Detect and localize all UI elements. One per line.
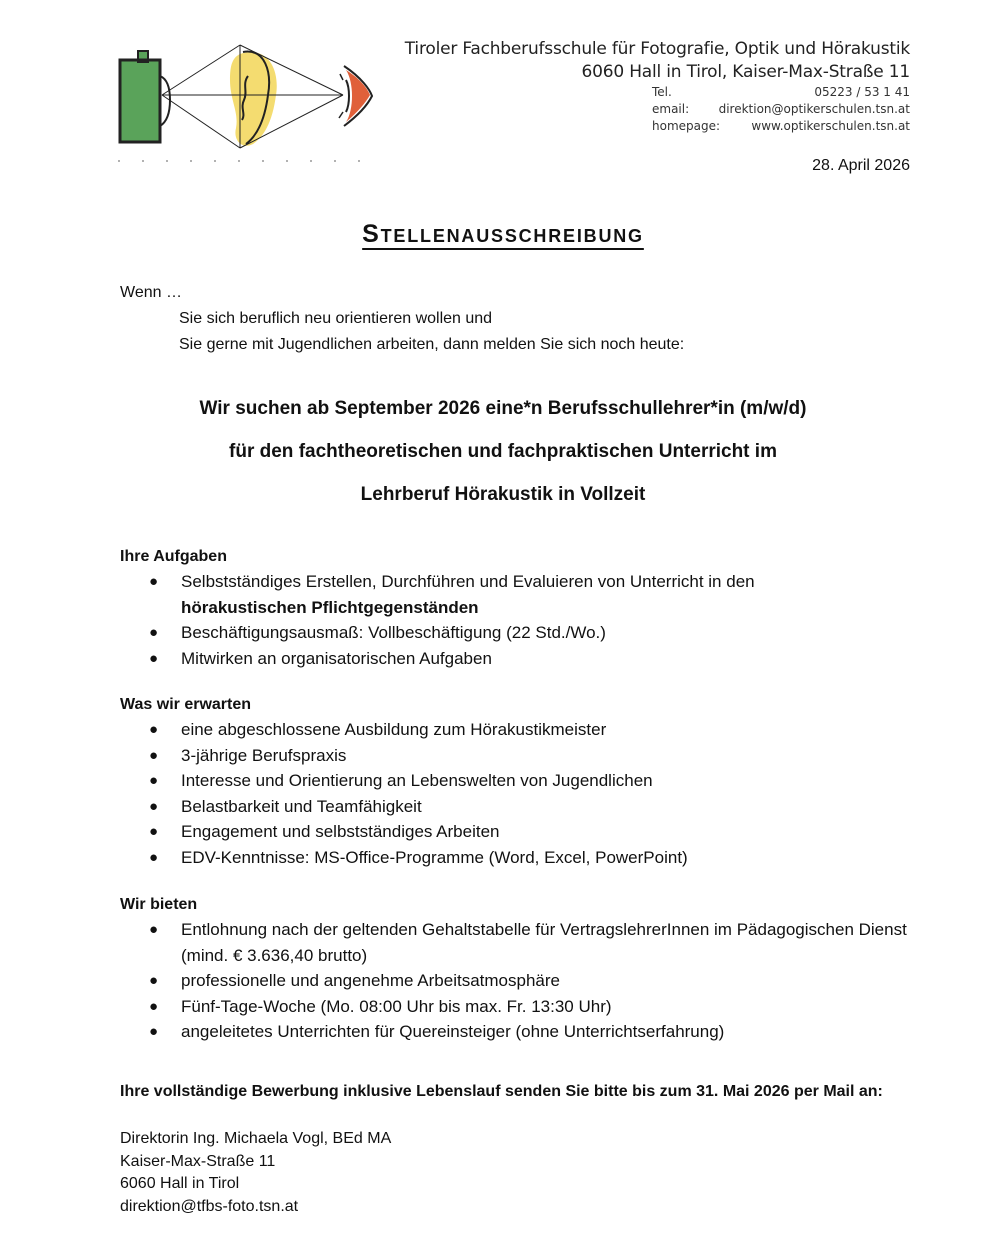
job-offer-line: für den fachtheoretischen und fachpraktischen Unterricht im [229, 441, 777, 462]
bullet-icon: ● [149, 823, 159, 841]
school-header [405, 38, 910, 83]
bullet-icon: ● [149, 997, 159, 1015]
list-item [120, 717, 920, 743]
bullet-icon: ● [149, 624, 159, 642]
list-item [120, 794, 920, 820]
school-logo [118, 40, 378, 165]
list-item-text: eine abgeschlossene Ausbildung zum Hörakustikmeister [181, 720, 607, 739]
contact-label: Tel. [652, 85, 672, 99]
bullet-icon: ● [149, 848, 159, 866]
document-date: 28. April 2026 [812, 157, 910, 174]
list-item [120, 743, 920, 769]
contact-block [652, 84, 910, 135]
school-address: 6060 Hall in Tirol, Kaiser-Max-Straße 11 [581, 62, 910, 82]
intro-lead: Wenn … [120, 284, 182, 301]
benefits-section [120, 893, 920, 1045]
address-line: Direktorin Ing. Michaela Vogl, BEd MA [120, 1130, 392, 1147]
list-item [120, 620, 920, 646]
list-item [120, 968, 920, 994]
list-item-text: Beschäftigungsausmaß: Vollbeschäftigung (22 Std./Wo.) [181, 623, 606, 643]
bullet-icon: ● [149, 649, 159, 667]
list-item [120, 646, 920, 672]
page-title [0, 220, 1006, 249]
list-item [120, 1019, 920, 1045]
tasks-list [120, 569, 920, 671]
list-item-text: Belastbarkeit und Teamfähigkeit [181, 796, 422, 816]
list-item-text: EDV-Kenntnisse: MS-Office-Programme (Word, Excel, PowerPoint) [181, 847, 688, 867]
bullet-icon: ● [149, 797, 159, 815]
job-offer-line: Lehrberuf Hörakustik in Vollzeit [360, 484, 646, 505]
intro-line: Sie sich beruflich neu orientieren wollen und [179, 310, 493, 327]
school-name: Tiroler Fachberufsschule für Fotografie, Optik und Hörakustik [404, 39, 910, 59]
application-instruction: Ihre vollständige Bewerbung inklusive Lebenslauf senden Sie bitte bis zum 31. Mai 2026 per Mail an: [120, 1083, 883, 1100]
address-email-link[interactable]: direktion@tfbs-foto.tsn.at [120, 1197, 299, 1215]
bullet-icon: ● [149, 772, 159, 790]
list-item-text: 3-jährige Berufspraxis [181, 745, 347, 765]
bullet-icon: ● [149, 1023, 159, 1041]
job-offer-block [0, 392, 1006, 521]
intro-line: Sie gerne mit Jugendlichen arbeiten, dann melden Sie sich noch heute: [179, 336, 685, 353]
intro-block [120, 280, 684, 358]
list-item-text: Interesse und Orientierung an Lebenswelten von Jugendlichen [181, 771, 653, 791]
contact-row-homepage [652, 118, 910, 135]
list-item [120, 994, 920, 1020]
expectations-list [120, 717, 920, 871]
benefits-list [120, 917, 920, 1045]
expectations-section [120, 693, 920, 871]
contact-label: email: [652, 102, 690, 116]
list-item-text: professionelle und angenehme Arbeitsatmosphäre [181, 971, 560, 991]
tasks-section [120, 545, 920, 671]
bullet-icon: ● [149, 921, 159, 938]
address-line: 6060 Hall in Tirol [120, 1175, 240, 1192]
logo-graphic [118, 40, 378, 165]
list-item-bold: hörakustischen Pflichtgegenständen [181, 597, 479, 617]
list-item-text: angeleitetes Unterrichten für Quereinsteiger (ohne Unterrichtserfahrung) [181, 1022, 725, 1042]
job-offer-line: Wir suchen ab September 2026 eine*n Berufsschullehrer*in (m/w/d) [199, 398, 807, 419]
list-item [120, 917, 920, 968]
list-item-text: Engagement und selbstständiges Arbeiten [181, 822, 500, 842]
page-title-text: Stellenausschreibung [362, 220, 644, 248]
list-item-text: Entlohnung nach der geltenden Gehaltstabelle für VertragslehrerInnen im Pädagogischen Dienst (mind. € 3.636,40 brutto) [181, 920, 907, 965]
application-address [120, 1128, 391, 1218]
list-item [120, 768, 920, 794]
bullet-icon: ● [149, 721, 159, 738]
section-heading: Was wir erwarten [120, 696, 252, 713]
list-item-text: Selbstständiges Erstellen, Durchführen und Evaluieren von Unterricht in den [181, 572, 755, 591]
list-item-text: Fünf-Tage-Woche (Mo. 08:00 Uhr bis max. Fr. 13:30 Uhr) [181, 996, 612, 1016]
list-item [120, 845, 920, 871]
contact-value: 05223 / 53 1 41 [814, 85, 910, 99]
contact-label: homepage: [652, 119, 721, 133]
contact-row-email [652, 101, 910, 118]
bullet-icon: ● [149, 972, 159, 990]
contact-row-phone [652, 84, 910, 101]
section-heading: Wir bieten [120, 896, 198, 913]
bullet-icon: ● [149, 573, 159, 590]
section-heading: Ihre Aufgaben [120, 548, 227, 565]
contact-value: direktion@optikerschulen.tsn.at [718, 102, 910, 116]
contact-value: www.optikerschulen.tsn.at [751, 119, 910, 133]
bullet-icon: ● [149, 746, 159, 764]
list-item [120, 819, 920, 845]
address-line: Kaiser-Max-Straße 11 [120, 1152, 276, 1170]
list-item [120, 569, 920, 620]
list-item-text: Mitwirken an organisatorischen Aufgaben [181, 648, 492, 668]
